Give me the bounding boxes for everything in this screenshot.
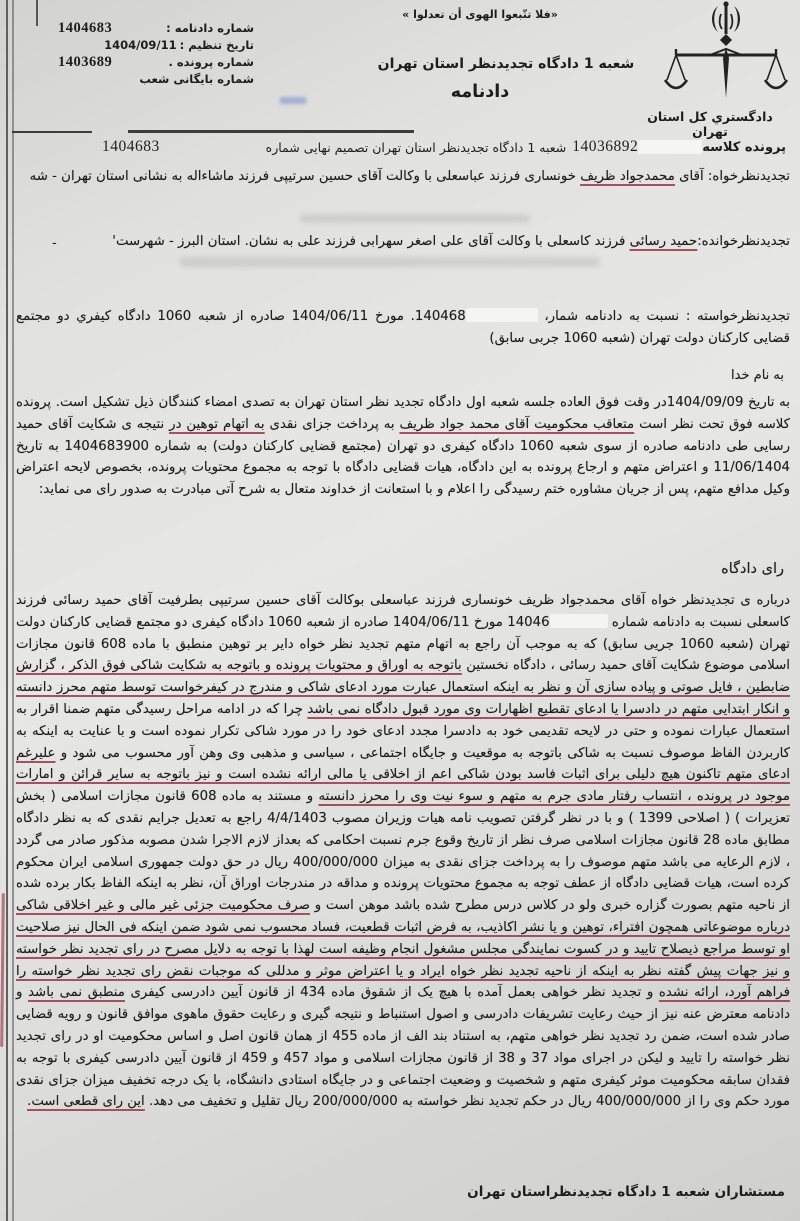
redaction-patch [466, 308, 538, 322]
doc-number-value: 1404683 [58, 20, 113, 36]
doc-number-row [58, 20, 254, 36]
erased-text-smudge [180, 257, 600, 267]
case-number-value: 1403689 [58, 54, 113, 70]
case-number-label: شماره پرونده . [168, 55, 254, 69]
branch-title: شعبه 1 دادگاه تجدیدنظر استان تهران [377, 56, 635, 72]
header-divider-main [128, 130, 414, 133]
ruling-paragraph: درباره ی تجدیدنظر خواه آقای محمدجواد ظریف خونساری فرزند عباسعلی بوکالت آقای حسین سرتیپی بطرفیت آقای حمید رسائی فرزند کاسعلی نسبت به دادنامه شماره 14046 مورخ 1404/06/11 صادره از شعبه 1060 دادگاه کیفری دو مجتمع قضایی کارکنان دولت تهران (شعبه 1060 جریی سابق) که به موجب آن راجع به اتهام متهم تجدید نظر خواه دایر بر توهین منطبق با ماده 608 قانون مجازات اسلامی موضوع شکایت آقای حمید رسائی ، دادگاه نخستین باتوجه به اوراق و محتویات پرونده و باتوجه به شکایت شاکی فوق الذکر ، گزارش ضابطین ، فایل صوتی و پیاده سازی آن و نظر به اینکه استعمال عبارت مورد ادعای شاکی و مندرج در کیفرخواست توسط متهم محرز دانسته و انکار ابتدایی متهم در دادسرا یا ادعای تقطیع اظهارات وی مورد قبول دادگاه نمی باشد چرا که در ادامه مراحل رسیدگی متهم ضمنا اقرار به استعمال عبارات نموده و حتی در لایحه تقدیمی خود به دادسرا مجدد ادعای خود را در مورد شاکی تکرار نموده است و با عنایت به اینکه به کاربردن الفاظ موصوف نسبت به شاکی باتوجه به موقعیت و جایگاه اجتماعی ، سیاسی و مذهبی وی وهن آور محسوب می شود و علیرغم ادعای متهم تاکنون هیچ دلیلی برای اثبات فاسد بودن شاکی اعم از اخلاقی یا مالی ارائه نشده است و نیز باتوجه به سایر قرائن و امارات موجود در پرونده ، انتساب رفتار مادی جرم به متهم و سوء نیت وی را محرز دانسته و مستند به ماده 608 قانون مجازات اسلامی ( بخش تعزیرات ) ( اصلاحی 1399 ) و با در نظر گرفتن تصویب نامه هیات وزیران مصوب 4/4/1403 راجع به تعدیل جرایم نقدی که به نظر دادگاه مطابق ماده 28 قانون مجازات اسلامی صرف نظر از تاریخ وقوع جرم نسبت احکامی که بعداز لازم الاجرا شدن مصوبه مذکور صادر می گردد ، لازم الرعایه می باشد متهم موصوف را به پرداخت جزای نقدی به میزان 400/000/000 ریال در حق دولت جمهوری اسلامی ایران محکوم کرده است، هیات قضایی دادگاه از عطف توجه به مجموع محتویات پرونده و مداقه در مندرجات اوراق آن، نظر به اینکه الفاظ بکار برده شده از ناحیه متهم بصورت گزاره خبری ولو در کلاس درس مطرح شده باشد موهن است و صرف محکومیت جزئی غیر مالی و غیر اخلاقی شاکی درباره موضوعاتی همچون افتراء، توهین و یا نشر اکاذیب، به فرض اثبات قطعیت، فساد محسوب نمی شود ضمن اینکه فی الحال نیز صلاحیت او توسط مراجع ذیصلاح تایید و در کسوت نمایندگی مجلس مشغول انجام وظیفه است لهذا با توجه به دلایل مصرح در رای تجدید نظر خواسته و نیز جهات پیش گفته نظر به اینکه از ناحیه تجدید نظر خواه ایراد و یا اعتراض موثر و مدللی که موجبات نقض رای تجدید نظر خواسته را فراهم آورد، ارائه نشده و تجدید نظر خواهی بعمل آمده با هیچ یک از شقوق ماده 434 از قانون آیین دادرسی کیفری منطبق نمی باشد و دادنامه معترض عنه نیز از حیث رعایت تشریفات دادرسی و اصول استنباط و نتیجه گیری و رعایت حقوق ماهوی موافق قانون و رویه قضایی صادر شده است، ضمن رد تجدید نظر خواهی متهم، به استناد بند الف از ماده 455 از همان قانون اصل و اساس محکومیت او در رای تجدید نظر خواسته را تایید و لیکن در اجرای مواد 37 و 38 از قانون مجازات اسلامی و مواد 457 و 459 از قانون آیین دادرسی کیفری با توجه به فقدان سابقه محکومیت موثر کیفری متهم و شخصیت و وضعیت اجتماعی و در جایگاه استادی دانشگاه، با یک درجه تخفیف میزان جزای نقدی مورد حکم وی را از 400/000/000 ریال در حکم تجدید نظر خواسته به 200/000/000 ریال تقلیل و تخفیف می دهد. این رای قطعی است. [16, 593, 791, 1110]
scales-of-justice-icon [662, 0, 790, 112]
date-label: تاریخ تنظیم : [179, 38, 254, 52]
scan-tick-mark [36, 0, 38, 26]
quran-verse: «فلا تتّبعوا الهوی أن تعدلوا » [402, 8, 558, 21]
document-type-title: دادنامه [450, 82, 510, 102]
final-decision-number: 1404683 [102, 138, 160, 155]
justice-department-title: دادگستري کل استان تهران [647, 109, 773, 139]
erased-text-smudge [300, 214, 530, 223]
case-classification-row [14, 138, 786, 156]
redaction-patch [550, 614, 608, 628]
case-code: 14036892 [572, 138, 639, 155]
case-row-label: پرونده کلاسه [702, 139, 786, 155]
archive-number-label: شماره بایگانی شعب [139, 72, 254, 86]
appeal-subject-paragraph: تجدیدنظرخواسته : نسبت به دادنامه شمار، 140468. مورخ 1404/06/11 صادره از شعبه 1060 دادگاه کیفري دو مجتمع قضایی کارکنان دولت تهران (شعبه 1060 جربی سابق) [16, 309, 791, 346]
scan-border-line-inner [12, 0, 14, 1221]
doc-number-label: شماره دادنامه : [166, 21, 254, 35]
blue-stamp-smudge [280, 97, 306, 104]
date-value: 1404/09/11 [104, 38, 177, 52]
judges-signature-line: مستشاران شعبه 1 دادگاه تجدیدنظراستان تهران [467, 1184, 785, 1200]
header-divider-left [12, 131, 92, 133]
session-intro-paragraph: به تاریخ 1404/09/09در وقت فوق العاده جلسه شعبه اول دادگاه تجدید نظر استان تهران به تصدی امضاء کنندگان ذیل تشکیل است. پرونده کلاسه فوق تحت نظر است متعاقب محکومیت آقای محمد جواد ظریف به پرداخت جزای نقدی به اتهام توهین در نتیجه ی شکایت آقای حمید رسایی طی دادنامه صادره از سوی شعبه 1060 دادگاه کیفری دو تهران (مجتمع قضایی کارکنان دولت) به شماره 1404683900 به تاریخ 11/06/1404 و اعتراض متهم و ارجاع پرونده به این دادگاه، هیات قضایی دادگاه با توجه به مجموع محتویات پرونده، بخصوص لایحه اعتراض وکیل مدافع متهم، پس از جریان مشاوره ختم رسیدگی را اعلام و با استعانت از خداوند متعال به شرح آتی مبادرت به صدور رای می نماید: [16, 395, 791, 498]
appellant-paragraph: تجدیدنظرخواه: آقای محمدجواد ظریف خونساری فرزند عباسعلی با وکالت آقای حسین سرتیپی فرزند ماشاءاله به نشانی استان تهران - شه [29, 169, 790, 184]
case-row-middle-text: شعبه 1 دادگاه تجدیدنظر استان تهران تصمیم نهایی شماره [265, 139, 567, 155]
header-reference-block [58, 20, 254, 88]
bismillah-line: به نام خدا [731, 368, 784, 383]
appellee-paragraph: تجدیدنظرخوانده:حمید رسائی فرزند کاسعلی با وکالت آقای علی اصغر سهرابی فرزند علی به نشان. استان البرز - شهرست' [112, 234, 790, 249]
ruling-heading: رای دادگاه [721, 561, 784, 577]
redaction-patch [638, 140, 702, 154]
case-number-row [58, 54, 254, 70]
scan-border-line-outer [6, 0, 8, 1221]
red-pen-margin-line [0, 893, 5, 1047]
appellee-dash: - [52, 236, 57, 251]
archive-number-row [58, 71, 254, 87]
date-row [58, 37, 254, 53]
